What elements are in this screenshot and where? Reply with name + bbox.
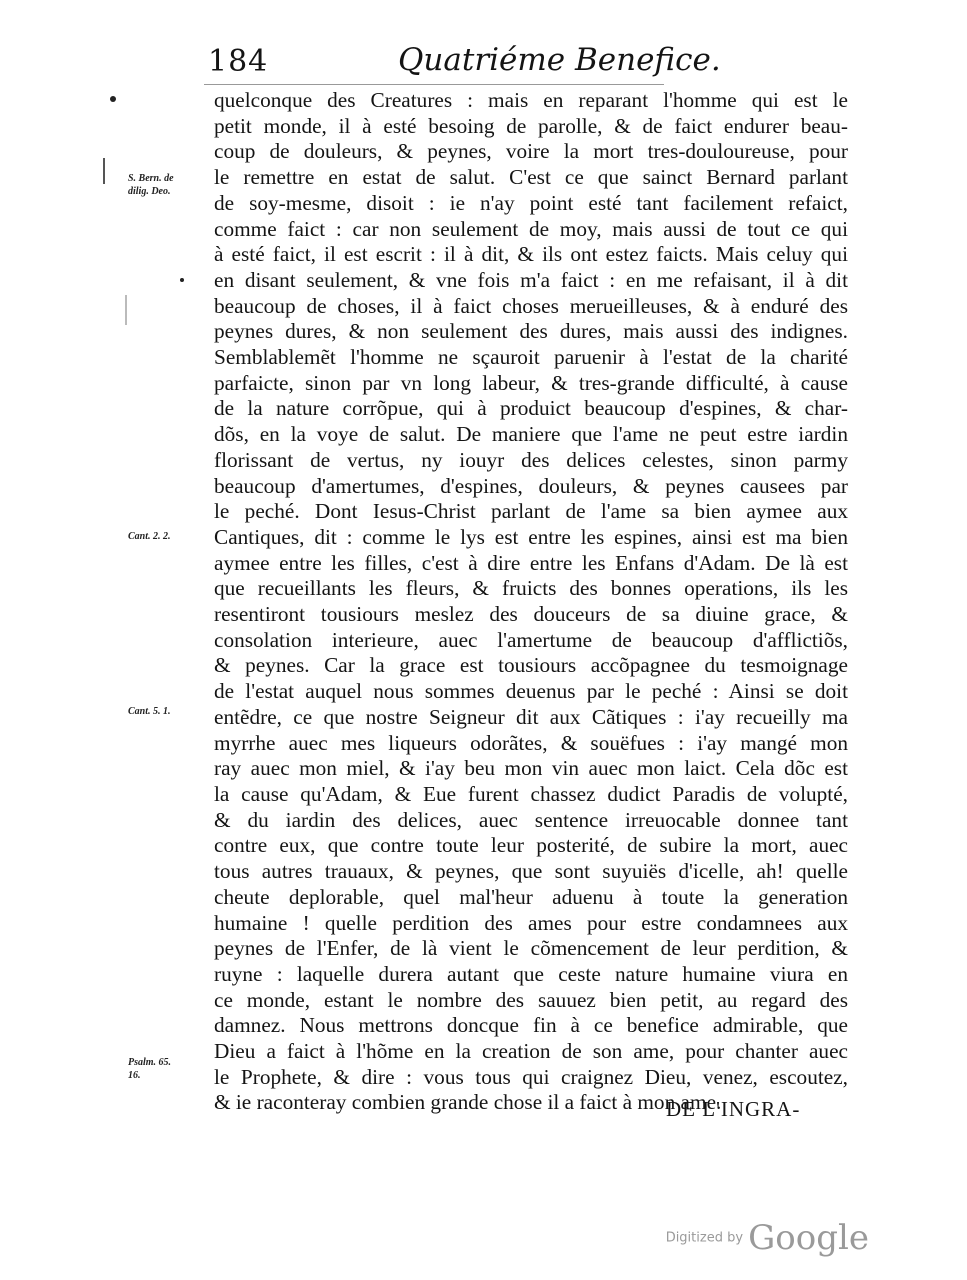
text-line: ce monde, estant le nombre des sauuez bien petit, au regard des: [214, 987, 848, 1012]
catchword: DE L'INGRA-: [666, 1097, 801, 1121]
text-line: peynes de l'Enfer, de là vient le cõmencement de leur perdition, &: [214, 936, 848, 961]
header-rule: [204, 84, 664, 85]
margin-dot-mark: [180, 278, 184, 282]
watermark-prefix: Digitized by: [665, 1230, 744, 1246]
text-line: le peché. Dont Iesus-Christ parlant de l'ame sa bien aymee aux: [214, 499, 848, 524]
margin-note-cant-2: [128, 530, 212, 543]
text-line: le remettre en estat de salut. C'est ce que sainct Bernard parlant: [214, 165, 848, 190]
margin-note-line: 16.: [128, 1070, 141, 1081]
text-line: resentiront tousiours meslez des douceurs de sa diuine grace, &: [214, 602, 848, 627]
text-line: aymee entre les filles, c'est à dire entre les Enfans d'Adam. De là est: [214, 550, 848, 575]
text-line: beaucoup d'amertumes, d'espines, douleurs, & peynes causees par: [214, 473, 848, 498]
text-line: de soy-mesme, disoit : ie n'ay point esté tant facilement refaict,: [214, 190, 848, 215]
text-line: Semblablemẽt l'homme ne sçauroit paruenir à l'estat de la charité: [214, 345, 848, 370]
text-line: & du iardin des delices, auec sentence irreuocable donnee tant: [214, 807, 848, 832]
margin-note-line: dilig. Deo.: [128, 186, 171, 197]
digitized-watermark: [666, 1218, 869, 1258]
text-line: la cause qu'Adam, & Eue furent chassez dudict Paradis de volupté,: [214, 781, 848, 806]
text-line: myrrhe auec mes liqueurs odorãtes, & souëfues : i'ay mangé mon: [214, 730, 848, 755]
text-line: & peynes. Car la grace est tousiours accõpagnee du tesmoignage: [214, 653, 848, 678]
text-line: tous autres trauaux, & peynes, que sont suyuiës d'icelle, ah! quelle: [214, 859, 848, 884]
margin-note-line: Cant. 2. 2.: [128, 531, 171, 542]
margin-note-cant-5: [128, 705, 212, 718]
text-line: en disant seulement, & vne fois m'a faict : en me refaisant, il à dit: [214, 267, 848, 292]
text-line: le Prophete, & dire : vous tous qui craignez Dieu, venez, escoutez,: [214, 1064, 848, 1089]
text-line: peynes dures, & non seulement des dures, mais aussi des indignes.: [214, 319, 848, 344]
text-line: dõs, en la voye de salut. De maniere que l'ame ne peut estre iardin: [214, 422, 848, 447]
margin-bracket-mark: [103, 158, 105, 184]
text-line: entẽdre, ce que nostre Seigneur dit aux Cãtiques : i'ay recueilly ma: [214, 704, 848, 729]
google-logo: Google: [748, 1218, 869, 1258]
text-line: comme faict : car non seulement de moy, mais aussi de tout ce qui: [214, 216, 848, 241]
text-line: petit monde, il à esté besoing de parolle, & de faict endurer beau-: [214, 113, 848, 138]
body-text: [214, 88, 848, 1116]
text-line: contre eux, que contre toute leur posterité, de subire la mort, auec: [214, 833, 848, 858]
margin-tick-mark: [125, 295, 127, 325]
margin-note-line: Psalm. 65.: [128, 1057, 172, 1068]
text-line: damnez. Nous mettrons doncque fin à ce benefice admirable, que: [214, 1013, 848, 1038]
text-line: coup de douleurs, & peynes, voire la mort tres-douloureuse, pour: [214, 139, 848, 164]
text-line: de l'estat auquel nous sommes deuenus par le peché : Ainsi se doit: [214, 679, 848, 704]
text-line: de la nature corrõpue, qui à produict beaucoup d'espines, & char-: [214, 396, 848, 421]
running-title: Quatriéme Benefice.: [398, 42, 721, 78]
text-line: consolation interieure, auec l'amertume de beaucoup d'afflictiõs,: [214, 627, 848, 652]
margin-note-line: Cant. 5. 1.: [128, 706, 171, 717]
text-line: ray auec mon miel, & i'ay beu mon vin auec mon laict. Cela dõc est: [214, 756, 848, 781]
text-line: & ie raconteray combien grande chose il a faict à mon ame.: [214, 1090, 722, 1115]
text-line: à esté faict, il est escrit : il à dit, & ils ont estez faicts. Mais celuy qui: [214, 242, 848, 267]
text-line: que recueillants les fleurs, & fruicts des bonnes operations, ils les: [214, 576, 848, 601]
margin-note-psalm: [128, 1056, 212, 1082]
margin-note-line: S. Bern. de: [128, 173, 174, 184]
margin-note-bernard: [128, 172, 212, 198]
text-line: ruyne : laquelle durera autant que ceste nature humaine viura en: [214, 961, 848, 986]
text-line: Cantiques, dit : comme le lys est entre les espines, ainsi est ma bien: [214, 524, 848, 549]
text-line: humaine ! quelle perdition des ames pour estre condamnees aux: [214, 910, 848, 935]
text-line: beaucoup de choses, il à faict choses merueilleuses, & à enduré des: [214, 293, 848, 318]
text-line: Dieu a faict à l'hõme en la creation de son ame, pour chanter auec: [214, 1039, 848, 1064]
text-line: cheute deplorable, quel mal'heur aduenu à toute la generation: [214, 884, 848, 909]
text-line: quelconque des Creatures : mais en reparant l'homme qui est le: [214, 88, 848, 112]
text-line: florissant de vertus, ny iouyr des delices celestes, sinon parmy: [214, 447, 848, 472]
text-line: parfaicte, sinon par vn long labeur, & tres-grande difficulté, à cause: [214, 370, 848, 395]
page-number: 184: [208, 44, 269, 79]
margin-dot-mark: [110, 96, 116, 102]
